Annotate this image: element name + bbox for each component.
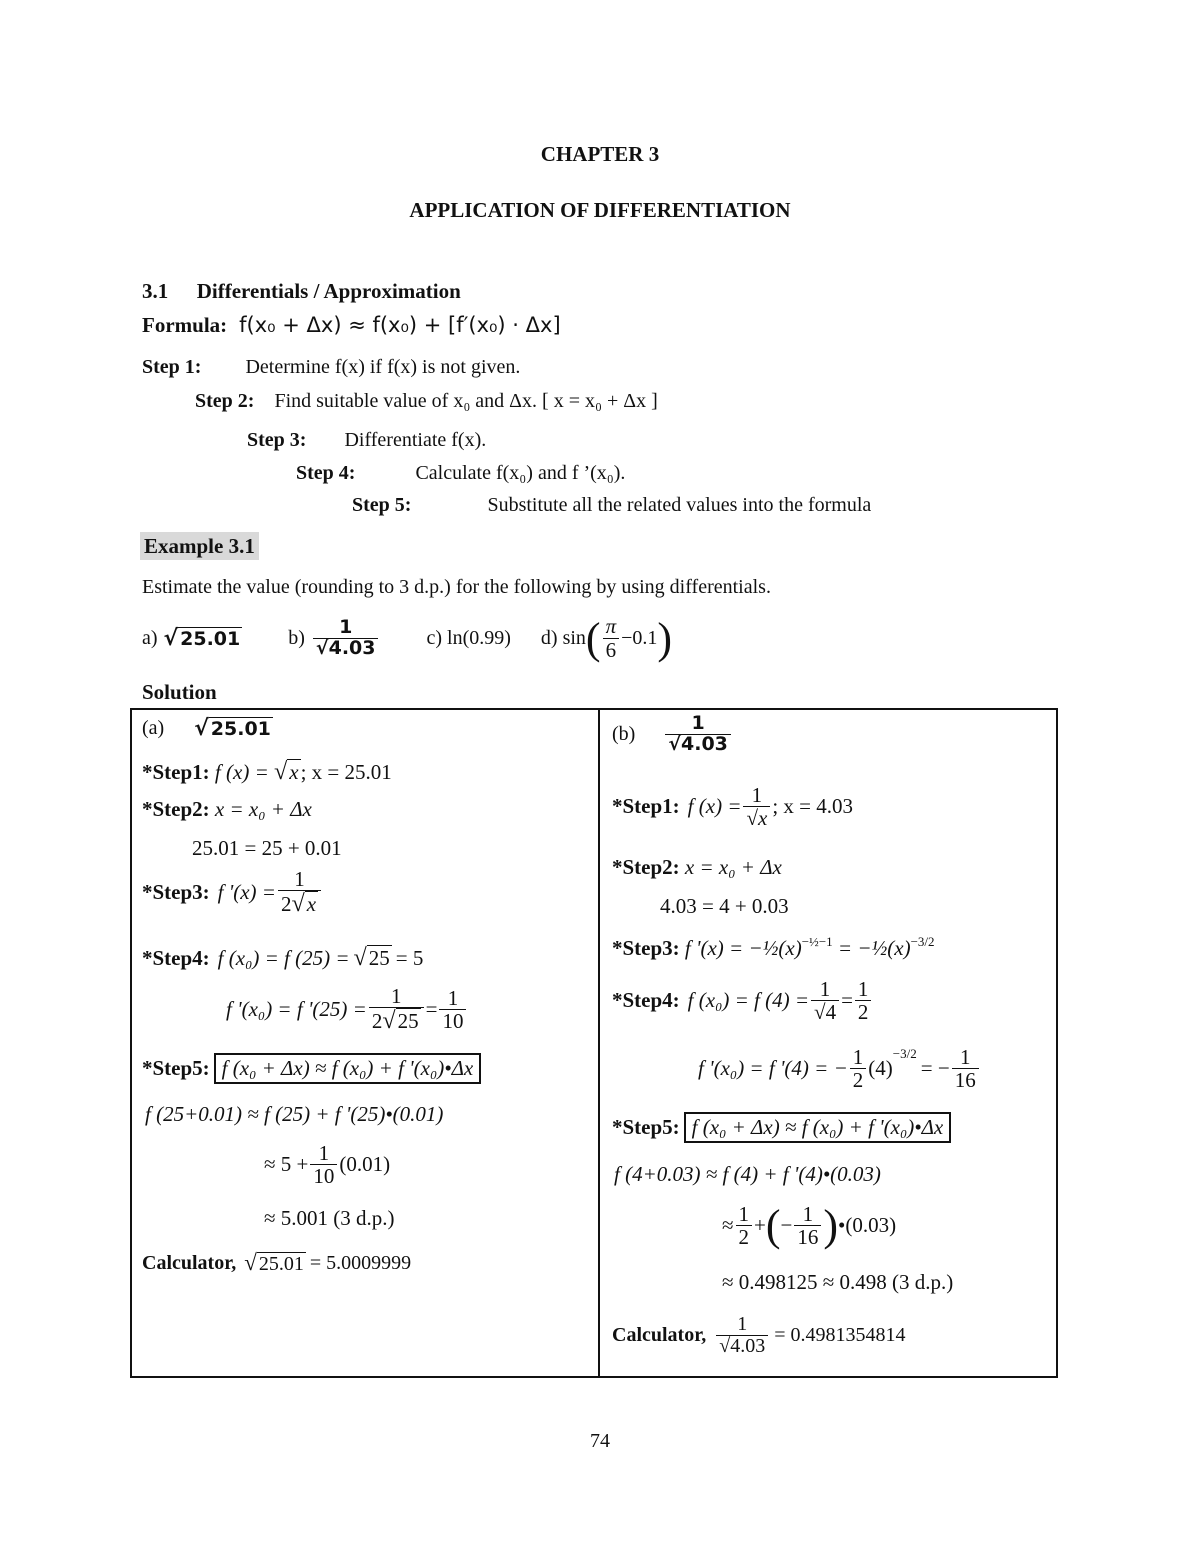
sol-a-step1: *Step1: f (x) = √x; x = 25.01 — [142, 758, 392, 785]
chapter-heading: CHAPTER 3 — [540, 142, 660, 166]
step-5: Step 5: Substitute all the related values into the formula — [352, 494, 872, 516]
step-1: Step 1: Determine f(x) if f(x) is not given. — [142, 356, 521, 378]
sol-b-step2: *Step2: x = x₀ + Δx — [612, 855, 782, 879]
sol-b-head: (b) $\frac{1}{√4.03}$ — [612, 714, 733, 755]
step-1-label: Step 1 — [142, 356, 195, 378]
sol-a-step2: *Step2: x = x₀ + Δx — [142, 797, 312, 821]
sol-a-step2-line: 25.01 = 25 + 0.01 — [192, 836, 342, 860]
sol-a-line3: ≈ 5.001 (3 d.p.) — [264, 1206, 395, 1230]
chapter-title: APPLICATION OF DIFFERENTIATION — [409, 198, 791, 222]
part-a-label: a) — [142, 626, 158, 649]
sol-b-step1: *Step1: f (x) = $\frac{1}{√x}$ ; x = 4.03 — [612, 783, 854, 831]
section-title: Differentials / Approximation — [196, 279, 461, 303]
sol-b-step4b: f '(x₀) = f '(4) = − $\frac{1}{2}$ (4) −3/2 = − $\frac{1}{16}$ — [698, 1046, 981, 1091]
sol-b-calculator: Calculator, $\frac{1}{√4.03}$ = 0.4981354814 — [612, 1313, 906, 1357]
step-3: Step 3: Differentiate f(x). — [247, 429, 487, 451]
sol-b-step3: *Step3: f '$(x) = -\frac{1}{2}(x)^{-\frac{1}{2}-1}$ = $-\frac{1}{2}(x)^{-3/2}$ — [612, 934, 935, 961]
sol-b-line2: ≈ $\frac{1}{2}$ + ( − $\frac{1}{16}$ ) •(0.03) — [722, 1201, 897, 1250]
sol-b-line3: ≈ 0.498125 ≈ 0.498 (3 d.p.) — [722, 1270, 954, 1294]
sol-b-step2-line: 4.03 = 4 + 0.03 — [660, 894, 789, 918]
part-a-expr: √ 25.01 — [163, 625, 241, 651]
step-2-text: Find suitable value of x₀ and Δx. [ x = x₀ + Δx ] — [274, 390, 658, 412]
section-number: 3.1 — [142, 279, 169, 303]
part-c: c) ln(0.99) — [426, 626, 511, 649]
example-parts: a) √ 25.01 b) $\frac{1}{√4.03}$ c) ln(0.99) d) sin ( $\frac{\pi}{6}$ −0.1 ) — [142, 613, 673, 663]
sol-a-head: (a) √ 25.01 — [142, 716, 271, 741]
sol-a-line2: ≈ 5 + $\frac{1}{10}$ (0.01) — [264, 1141, 391, 1189]
step-5-label: Step 5 — [352, 494, 405, 516]
part-d-label: d) sin — [540, 626, 586, 649]
sol-a-step5: *Step5: f (x₀ + Δx) ≈ f (x₀) + f '(x₀)•Δx — [142, 1053, 481, 1084]
formula-label: Formula: — [142, 313, 228, 337]
sol-a-step4b: f '(x₀) = f '(25) = $\frac{1}{2√25}$ = $\frac{1}{10}$ — [226, 985, 468, 1033]
example-label: Example 3.1 — [140, 534, 259, 559]
sol-a-step3: *Step3: f '(x) = $\frac{1}{2√x}$ — [142, 868, 323, 916]
step-2: Step 2: Find suitable value of x₀ and Δx. [ x = x₀ + Δx ] — [195, 390, 658, 412]
sol-b-formula-box: f (x₀ + Δx) ≈ f (x₀) + f '(x₀)•Δx — [684, 1112, 952, 1143]
formula-line — [142, 313, 561, 338]
step-3-text: Differentiate f(x). — [344, 429, 487, 451]
page-number: 74 — [590, 1430, 610, 1452]
step-2-label: Step 2 — [195, 390, 248, 412]
sol-a-formula-box: f (x₀ + Δx) ≈ f (x₀) + f '(x₀)•Δx — [214, 1053, 482, 1084]
part-b-label: b) — [288, 626, 305, 649]
part-d-frac: $\frac{\pi}{6}$ — [603, 615, 620, 660]
sol-a-calculator: Calculator, √ 25.01 = 5.0009999 — [142, 1250, 412, 1275]
solution-label: Solution — [142, 680, 217, 704]
section-heading — [142, 279, 461, 304]
sol-b-step4: *Step4: f (x₀) = f (4) = $\frac{1}{√4}$ = $\frac{1}{2}$ — [612, 978, 873, 1023]
part-d-rest: −0.1 — [621, 626, 658, 649]
sol-b-line1: f (4+0.03) ≈ f (4) + f '(4)•(0.03) — [614, 1162, 881, 1186]
step-3-label: Step 3 — [247, 429, 300, 451]
formula: f(x₀ + Δx) ≈ f(x₀) + [f′(x₀) · Δx] — [239, 313, 561, 337]
sol-b-step5: *Step5: f (x₀ + Δx) ≈ f (x₀) + f '(x₀)•Δx — [612, 1112, 951, 1143]
step-4: Step 4: Calculate f(x₀) and f ’(x₀). — [296, 462, 626, 484]
solution-divider — [598, 708, 600, 1378]
part-b-expr: $\frac{1}{√4.03}$ — [313, 618, 379, 659]
sol-a-line1: f (25+0.01) ≈ f (25) + f '(25)•(0.01) — [145, 1102, 444, 1126]
sol-a-step4: *Step4: f (x₀) = f (25) = √25 = 5 — [142, 944, 424, 971]
step-5-text: Substitute all the related values into the formula — [487, 494, 872, 516]
step-4-label: Step 4 — [296, 462, 349, 484]
step-1-text: Determine f(x) if f(x) is not given. — [245, 356, 521, 378]
example-question: Estimate the value (rounding to 3 d.p.) for the following by using differentials. — [142, 576, 771, 598]
step-4-text: Calculate f(x₀) and f ’(x₀). — [415, 462, 626, 484]
